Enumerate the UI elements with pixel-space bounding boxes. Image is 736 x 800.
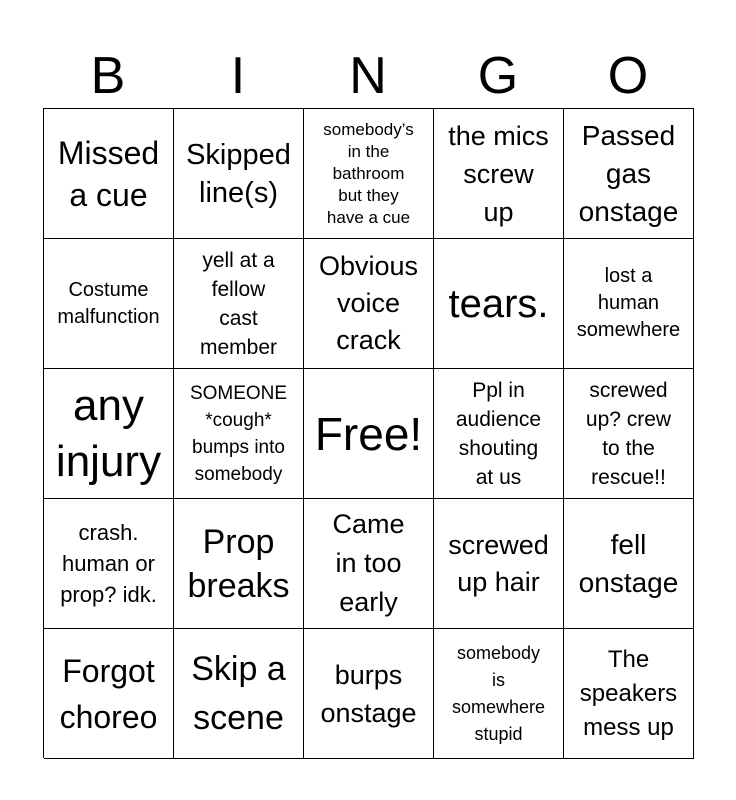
bingo-cell[interactable] [434, 109, 564, 239]
cell-text: any injury [55, 380, 162, 486]
cell-text: screwed up hair [448, 529, 549, 597]
cell-text: screwed up? crew to the rescue!! [585, 378, 672, 489]
cell-text: Came in too early [332, 509, 405, 617]
cell-text: somebody’s in the bathroom but they have a cue [323, 119, 414, 227]
bingo-cell[interactable] [44, 109, 174, 239]
cell-text: Costume malfunction [57, 278, 160, 328]
cell-text: The speakers mess up [579, 645, 678, 741]
bingo-cell[interactable] [304, 629, 434, 759]
bingo-cell[interactable] [434, 369, 564, 499]
bingo-cell[interactable] [44, 369, 174, 499]
bingo-board [43, 108, 694, 758]
bingo-cell[interactable] [174, 499, 304, 629]
cell-text: burps onstage [320, 659, 417, 728]
cell-text: Forgot choreo [59, 652, 158, 735]
header-letter-i: I [230, 47, 246, 105]
bingo-cell[interactable] [174, 369, 304, 499]
bingo-cell[interactable] [564, 109, 694, 239]
cell-text: crash. human or prop? idk. [60, 520, 157, 607]
header-letter-o: O [607, 47, 649, 105]
bingo-free-cell[interactable] [304, 369, 434, 499]
cell-text: Passed gas onstage [578, 119, 679, 227]
bingo-cell[interactable] [434, 239, 564, 369]
cell-text: Skip a scene [191, 649, 286, 737]
bingo-cell[interactable] [564, 239, 694, 369]
bingo-header [43, 44, 693, 108]
cell-text: tears. [448, 281, 549, 326]
bingo-cell[interactable] [174, 239, 304, 369]
bingo-cell[interactable] [44, 499, 174, 629]
cell-text: Skipped line(s) [186, 138, 291, 209]
header-letter-n: N [349, 47, 387, 105]
bingo-cell[interactable] [304, 499, 434, 629]
cell-text: SOMEONE *cough* bumps into somebody [189, 382, 288, 485]
cell-text: yell at a fellow cast member [199, 248, 278, 359]
bingo-cell[interactable] [44, 239, 174, 369]
cell-text: fell onstage [578, 528, 679, 598]
bingo-cell[interactable] [174, 109, 304, 239]
bingo-cell[interactable] [304, 239, 434, 369]
cell-text: the mics screw up [448, 120, 549, 227]
cell-text: lost a human somewhere [576, 265, 681, 341]
bingo-cell[interactable] [564, 369, 694, 499]
cell-text: Prop breaks [187, 522, 290, 605]
header-letter-g: G [477, 47, 519, 105]
bingo-cell[interactable] [434, 629, 564, 759]
bingo-cell[interactable] [174, 629, 304, 759]
cell-text: Missed a cue [57, 134, 160, 213]
cell-text: Ppl in audience shouting at us [455, 378, 542, 489]
bingo-cell[interactable] [304, 109, 434, 239]
bingo-cell[interactable] [564, 629, 694, 759]
free-space-text: Free! [314, 407, 423, 460]
header-letter-b: B [90, 47, 126, 105]
cell-text: somebody is somewhere stupid [451, 642, 546, 744]
bingo-cell[interactable] [434, 499, 564, 629]
cell-text: Obvious voice crack [318, 251, 419, 355]
bingo-cell[interactable] [564, 499, 694, 629]
bingo-cell[interactable] [44, 629, 174, 759]
